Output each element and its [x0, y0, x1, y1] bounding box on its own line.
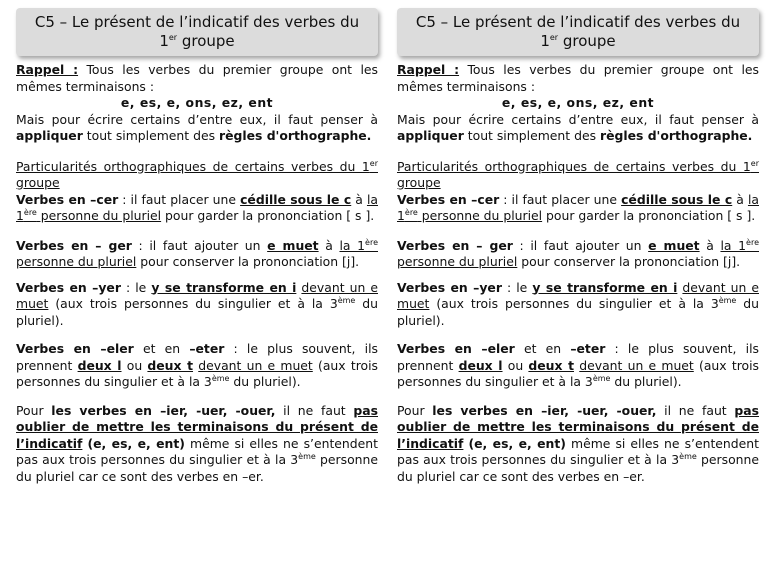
rappel-section: Rappel : Tous les verbes du premier groupe ont les mêmes terminaisons : e, es, e, ons, ez, ent Mais pour écrire certains d’entre eux, il faut penser à appliquer tout simplement des règles d'orthographe. — [16, 62, 378, 143]
eler-section: Verbes en –eler et en –eter : le plus souvent, ils prennent deux l ou deux t devant un e muet (aux trois personnes du singulier et à la 3ème du pluriel). — [397, 341, 760, 389]
ier-section: Pour les verbes en –ier, -uer, -ouer, il ne faut pas oublier de mettre les terminaisons du présent de l’indicatif (e, es, e, ent) même si elles ne s’entendent pas aux trois personnes du singulier et à la 3ème personne du pluriel car ce sont des verbes en –er. — [397, 402, 759, 484]
yer-section: Verbes en –yer : le y se transforme en i devant un e muet (aux trois personnes du singulier et à la 3ème du pluriel). — [16, 279, 378, 328]
eler-section: Verbes en –eler et en –eter : le plus souvent, ils prennent deux l ou deux t devant un e muet (aux trois personnes du singulier et à la 3ème du pluriel). — [16, 341, 379, 389]
particularites-heading: Particularités orthographiques de certains verbes du 1er groupe — [397, 158, 759, 190]
lesson-card-right — [397, 8, 759, 485]
ier-section: Pour les verbes en –ier, -uer, -ouer, il ne faut pas oublier de mettre les terminaisons du présent de l’indicatif (e, es, e, ent) même si elles ne s’entendent pas aux trois personnes du singulier et à la 3ème personne du pluriel car ce sont des verbes en –er. — [16, 402, 378, 484]
yer-section: Verbes en –yer : le y se transforme en i devant un e muet (aux trois personnes du singulier et à la 3ème du pluriel). — [397, 279, 759, 328]
endings-list: e, es, e, ons, ez, ent — [120, 95, 274, 110]
lesson-card-left — [16, 8, 378, 485]
card-title: C5 – Le présent de l’indicatif des verbes du 1er groupe — [16, 8, 378, 56]
particularites-heading: Particularités orthographiques de certains verbes du 1er groupe — [16, 158, 378, 190]
card-title: C5 – Le présent de l’indicatif des verbes du 1er groupe — [397, 8, 759, 56]
rappel-section: Rappel : Tous les verbes du premier groupe ont les mêmes terminaisons : e, es, e, ons, ez, ent Mais pour écrire certains d’entre eux, il faut penser à appliquer tout simplement des règles d'orthographe. — [397, 62, 759, 143]
ger-section: Verbes en – ger : il faut ajouter un e muet à la 1ère personne du pluriel pour conserver la prononciation [j]. — [397, 237, 759, 269]
particularites-section: Particularités orthographiques de certains verbes du 1er groupe Verbes en –cer : il faut placer une cédille sous le c à la 1ère personne du pluriel pour garder la prononciation [ s ]. — [397, 158, 759, 223]
rappel-label: Rappel : — [397, 62, 460, 77]
ger-section: Verbes en – ger : il faut ajouter un e muet à la 1ère personne du pluriel pour conserver la prononciation [j]. — [16, 237, 378, 269]
particularites-section: Particularités orthographiques de certains verbes du 1er groupe Verbes en –cer : il faut placer une cédille sous le c à la 1ère personne du pluriel pour garder la prononciation [ s ]. — [16, 158, 378, 223]
rappel-label: Rappel : — [16, 62, 79, 77]
endings-list: e, es, e, ons, ez, ent — [501, 95, 655, 110]
